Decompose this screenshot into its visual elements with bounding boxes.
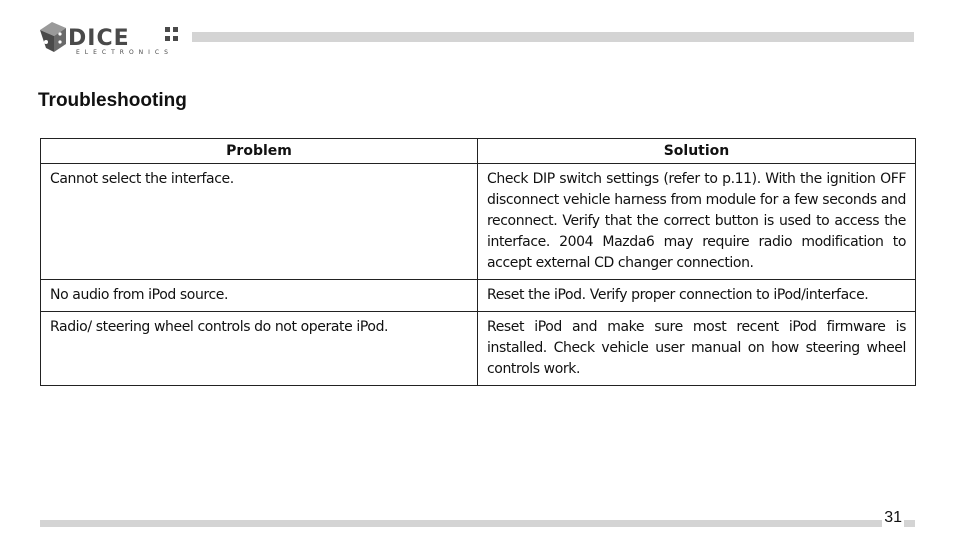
- column-header-solution: Solution: [478, 139, 916, 164]
- table-header-row: [41, 139, 916, 164]
- logo-subtitle: ELECTRONICS: [76, 49, 173, 56]
- table-row: [41, 312, 916, 386]
- solution-cell: Reset iPod and make sure most recent iPod firmware is installed. Check vehicle user manual on how steering wheel controls work.: [478, 312, 916, 386]
- column-header-problem: Problem: [41, 139, 478, 164]
- logo-wordmark: DICE: [68, 26, 130, 51]
- page-header: [38, 18, 916, 58]
- table-row: [41, 164, 916, 280]
- problem-cell: Radio/ steering wheel controls do not operate iPod.: [41, 312, 478, 386]
- problem-cell: No audio from iPod source.: [41, 280, 478, 312]
- footer-rule: [40, 520, 915, 527]
- dice-cube-icon: [40, 22, 66, 52]
- solution-cell: Check DIP switch settings (refer to p.11). With the ignition OFF disconnect vehicle harness from module for a few seconds and reconnect. Verify that the correct button is used to access the interface. 2004 Mazda6 may require radio modification to accept external CD changer connection.: [478, 164, 916, 280]
- solution-cell: Reset the iPod. Verify proper connection to iPod/interface.: [478, 280, 916, 312]
- page-number: 31: [884, 509, 902, 526]
- table-row: [41, 280, 916, 312]
- page-title: Troubleshooting: [38, 90, 187, 111]
- problem-cell: Cannot select the interface.: [41, 164, 478, 280]
- troubleshooting-table: [40, 138, 916, 386]
- dice-electronics-logo: [38, 18, 188, 58]
- header-rule: [192, 32, 914, 42]
- logo-dots-icon: [165, 27, 178, 41]
